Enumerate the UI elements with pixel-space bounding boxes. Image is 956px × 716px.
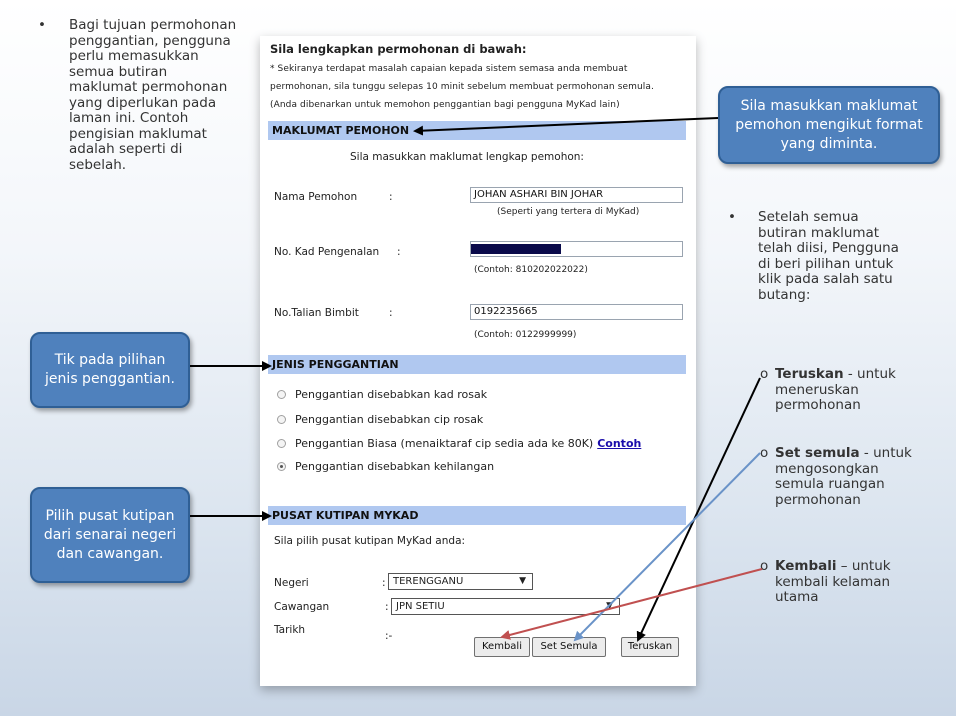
tarikh-label: Tarikh (274, 624, 306, 636)
tarikh-value: :- (385, 630, 393, 642)
option-teruskan-desc: - untuk meneruskan permohonan (775, 366, 896, 413)
radio-kad-rosak[interactable] (277, 388, 487, 401)
option-kembali-title: Kembali (775, 558, 837, 574)
section-maklumat-pemohon: MAKLUMAT PEMOHON (268, 121, 686, 140)
radio-label: Penggantian disebabkan kehilangan (295, 460, 495, 473)
option-set-semula-desc: - untuk mengosongkan semula ruangan permohonan (775, 445, 912, 508)
radio-kehilangan[interactable] (277, 460, 494, 473)
sub-bullet-marker: o (760, 558, 769, 574)
nama-label: Nama Pemohon (274, 191, 358, 203)
option-teruskan-title: Teruskan (775, 366, 844, 382)
bullet-marker: • (38, 17, 46, 33)
contoh-link[interactable]: Contoh (597, 437, 642, 450)
chevron-down-icon: ▼ (519, 576, 526, 586)
negeri-value: TERENGGANU (393, 576, 464, 587)
option-kembali-desc: – untuk kembali kelaman utama (775, 558, 891, 605)
form-title: Sila lengkapkan permohonan di bawah: (270, 42, 527, 56)
section-pusat-kutipan: PUSAT KUTIPAN MYKAD (268, 506, 686, 525)
left-bullet-body: Bagi tujuan permohonan penggantian, pengguna perlu memasukkan semua butiran maklumat permohonan yang diperlukan pada laman ini. Contoh pengisian maklumat adalah seperti di sebelah. (69, 17, 237, 173)
nama-colon: : (389, 191, 393, 203)
radio-cip-rosak[interactable] (277, 413, 483, 426)
negeri-select[interactable] (388, 573, 533, 590)
radio-label: Penggantian disebabkan kad rosak (295, 388, 488, 401)
nama-input[interactable]: JOHAN ASHARI BIN JOHAR (470, 187, 683, 203)
kp-colon: : (397, 246, 401, 258)
radio-circle[interactable] (277, 439, 286, 448)
negeri-colon: : (382, 577, 386, 589)
tel-colon: : (389, 307, 393, 319)
teruskan-button[interactable]: Teruskan (621, 637, 679, 657)
bullet-marker: • (728, 209, 736, 225)
tel-label: No.Talian Bimbit (274, 307, 359, 319)
cawangan-label: Cawangan (274, 601, 330, 613)
form-note-line2: permohonan, sila tunggu selepas 10 minit sebelum membuat permohonan semula. (270, 82, 654, 92)
radio-label: Penggantian Biasa (menaiktaraf cip sedia ada ke 80K) (295, 437, 594, 450)
callout-maklumat-pemohon: Sila masukkan maklumat pemohon mengikut format yang diminta. (718, 86, 940, 164)
radio-circle-selected[interactable] (277, 462, 286, 471)
form-note-line3: (Anda dibenarkan untuk memohon penggantian bagi pengguna MyKad lain) (270, 100, 620, 110)
callout-jenis-penggantian: Tik pada pilihan jenis penggantian. (30, 332, 190, 408)
right-bullet-body: Setelah semua butiran maklumat telah diisi, Pengguna di beri pilihan untuk klik pada salah satu butang: (758, 209, 899, 303)
sub-bullet-marker: o (760, 445, 769, 461)
radio-circle[interactable] (277, 415, 286, 424)
form-note-line1: * Sekiranya terdapat masalah capaian kepada sistem semasa anda membuat (270, 64, 628, 74)
cawangan-select[interactable] (391, 598, 620, 615)
application-form (260, 36, 696, 686)
chevron-down-icon: ▼ (606, 601, 613, 611)
radio-circle[interactable] (277, 390, 286, 399)
callout-pusat-kutipan: Pilih pusat kutipan dari senarai negeri dan cawangan. (30, 487, 190, 583)
negeri-label: Negeri (274, 577, 309, 589)
nama-hint: (Seperti yang tertera di MyKad) (497, 207, 640, 217)
cawangan-colon: : (385, 601, 389, 613)
section-jenis-penggantian: JENIS PENGGANTIAN (268, 355, 686, 374)
radio-biasa[interactable] (277, 437, 641, 450)
radio-label: Penggantian disebabkan cip rosak (295, 413, 484, 426)
tel-input[interactable]: 0192235665 (470, 304, 683, 320)
sub-bullet-marker: o (760, 366, 769, 382)
pemohon-instruction: Sila masukkan maklumat lengkap pemohon: (350, 151, 584, 163)
kembali-button[interactable]: Kembali (474, 637, 530, 657)
redacted-mask (471, 244, 561, 254)
tel-hint: (Contoh: 0122999999) (474, 330, 577, 340)
option-set-semula-title: Set semula (775, 445, 860, 461)
cawangan-value: JPN SETIU (396, 601, 445, 612)
pusat-instruction: Sila pilih pusat kutipan MyKad anda: (274, 535, 466, 547)
kp-label: No. Kad Pengenalan (274, 246, 380, 258)
kp-hint: (Contoh: 810202022022) (474, 265, 588, 275)
set-semula-button[interactable]: Set Semula (532, 637, 606, 657)
kp-input[interactable] (470, 241, 683, 257)
